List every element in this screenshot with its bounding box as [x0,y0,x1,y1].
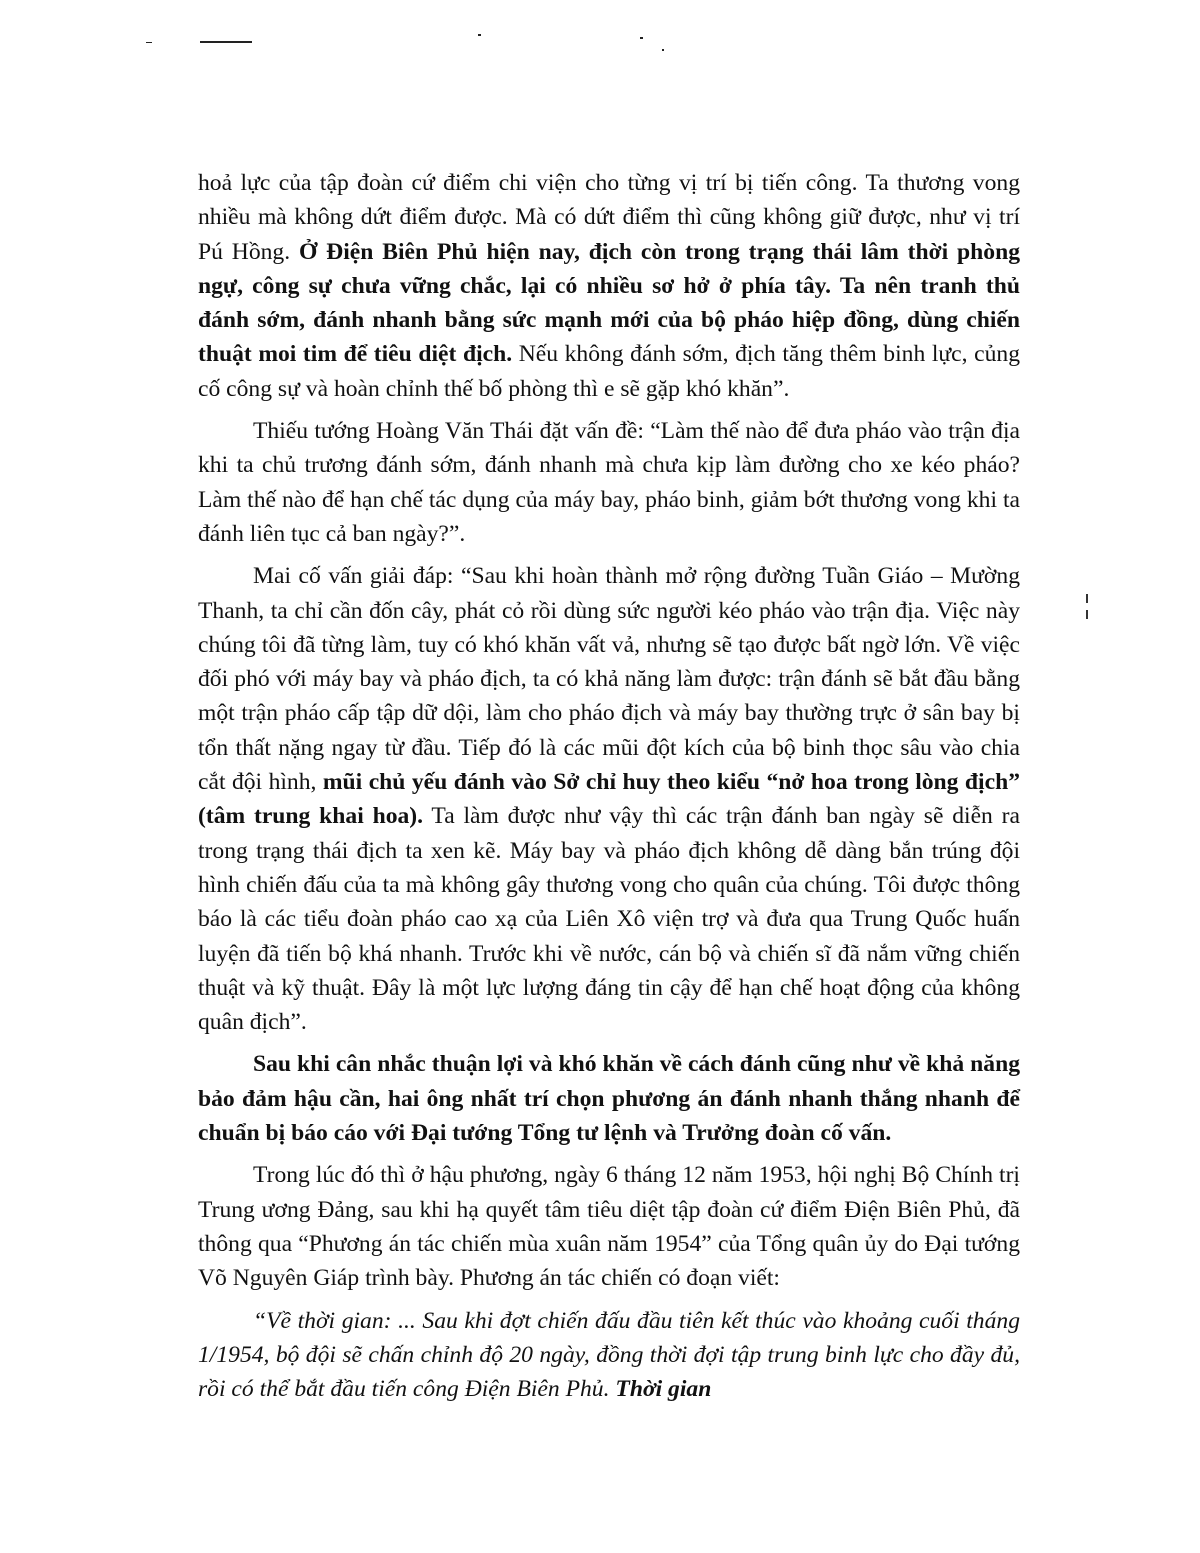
scan-mark [662,49,664,51]
paragraph [198,1047,1020,1150]
quoted-paragraph [198,1304,1020,1407]
text-run: Ta làm được như vậy thì các trận đánh ban ngày sẽ diễn ra trong trạng thái địch ta xen kẽ. Máy bay và pháo địch không dễ dàng bắn trúng đội hình chiến đấu của ta mà không gây thương vong cho quân của chúng. Tôi được thông báo là các tiểu đoàn pháo cao xạ của Liên Xô viện trợ và đưa qua Trung Quốc huấn luyện đã tiến bộ khá nhanh. Trước khi về nước, cán bộ và chiến sĩ đã nắm vững chiến thuật và kỹ thuật. Đây là một lực lượng đáng tin cậy để hạn chế hoạt động của không quân địch”. [198,803,1020,1036]
scan-mark [478,34,481,36]
scan-mark [1086,610,1088,619]
text-run: Mai cố vấn giải đáp: “Sau khi hoàn thành mở rộng đường Tuần Giáo – Mường Thanh, ta chỉ cần đốn cây, phát cỏ rồi dùng sức người kéo pháo vào trận địa. Việc này chúng tôi đã từng làm, tuy có khó khăn vất vả, nhưng sẽ tạo được bất ngờ lớn. Về việc đối phó với máy bay và pháo địch, ta có khả năng làm được: trận đánh sẽ bắt đầu bằng một trận pháo cấp tập dữ dội, làm cho pháo địch và máy bay thường trực ở sân bay bị tổn thất nặng ngay từ đầu. Tiếp đó là các mũi đột kích của bộ binh thọc sâu vào chia cắt đội hình, [198,563,1020,796]
paragraph [198,166,1020,406]
text-run: Nếu không đánh sớm, địch tăng thêm binh lực, củng cố công sự và hoàn chỉnh thế bố phòng thì e sẽ gặp khó khăn”. [198,341,1020,402]
bold-text-run: mũi chủ yếu đánh vào Sở chỉ huy theo kiểu “nở hoa trong lòng địch” (tâm trung khai hoa). [198,769,1020,830]
scan-mark [200,41,252,43]
text-run: Trong lúc đó thì ở hậu phương, ngày 6 tháng 12 năm 1953, hội nghị Bộ Chính trị Trung ương Đảng, sau khi hạ quyết tâm tiêu diệt tập đoàn cứ điểm Điện Biên Phủ, đã thông qua “Phương án tác chiến mùa xuân năm 1954” của Tổng quân ủy do Đại tướng Võ Nguyên Giáp trình bày. Phương án tác chiến có đoạn viết: [198,1162,1020,1292]
paragraph [198,1158,1020,1295]
bold-text-run: Thời gian [615,1376,712,1403]
scan-mark [640,37,643,39]
bold-text-run: Ở Điện Biên Phủ hiện nay, địch còn trong trạng thái lâm thời phòng ngự, công sự chưa vững chắc, lại có nhiều sơ hở ở phía tây. Ta nên tranh thủ đánh sớm, đánh nhanh bằng sức mạnh mới của bộ pháo hiệp đồng, dùng chiến thuật moi tim để tiêu diệt địch. [198,238,1020,368]
text-run: “Về thời gian: ... Sau khi đợt chiến đấu đầu tiên kết thúc vào khoảng cuối tháng 1/1954, bộ đội sẽ chấn chỉnh độ 20 ngày, đồng thời đợi tập trung binh lực cho đầy đủ, rồi có thể bắt đầu tiến công Điện Biên Phủ. [198,1307,1020,1403]
scan-mark [1086,594,1088,603]
bold-text-run: Sau khi cân nhắc thuận lợi và khó khăn về cách đánh cũng như về khả năng bảo đảm hậu cần, hai ông nhất trí chọn phương án đánh nhanh thắng nhanh để chuẩn bị báo cáo với Đại tướng Tổng tư lệnh và Trưởng đoàn cố vấn. [198,1051,1020,1147]
document-page [198,166,1020,1406]
text-run: hoả lực của tập đoàn cứ điểm chi viện cho từng vị trí bị tiến công. Ta thương vong nhiều mà không dứt điểm được. Mà có dứt điểm thì cũng không giữ được, như vị trí Pú Hồng. [198,170,1020,265]
paragraph [198,559,1020,1039]
paragraph [198,414,1020,551]
text-run: Thiếu tướng Hoàng Văn Thái đặt vấn đề: “Làm thế nào để đưa pháo vào trận địa khi ta chủ trương đánh sớm, đánh nhanh mà chưa kịp làm đường cho xe kéo pháo? Làm thế nào để hạn chế tác dụng của máy bay, pháo binh, giảm bớt thương vong khi ta đánh liên tục cả ban ngày?”. [198,418,1020,547]
scan-mark [146,42,152,43]
